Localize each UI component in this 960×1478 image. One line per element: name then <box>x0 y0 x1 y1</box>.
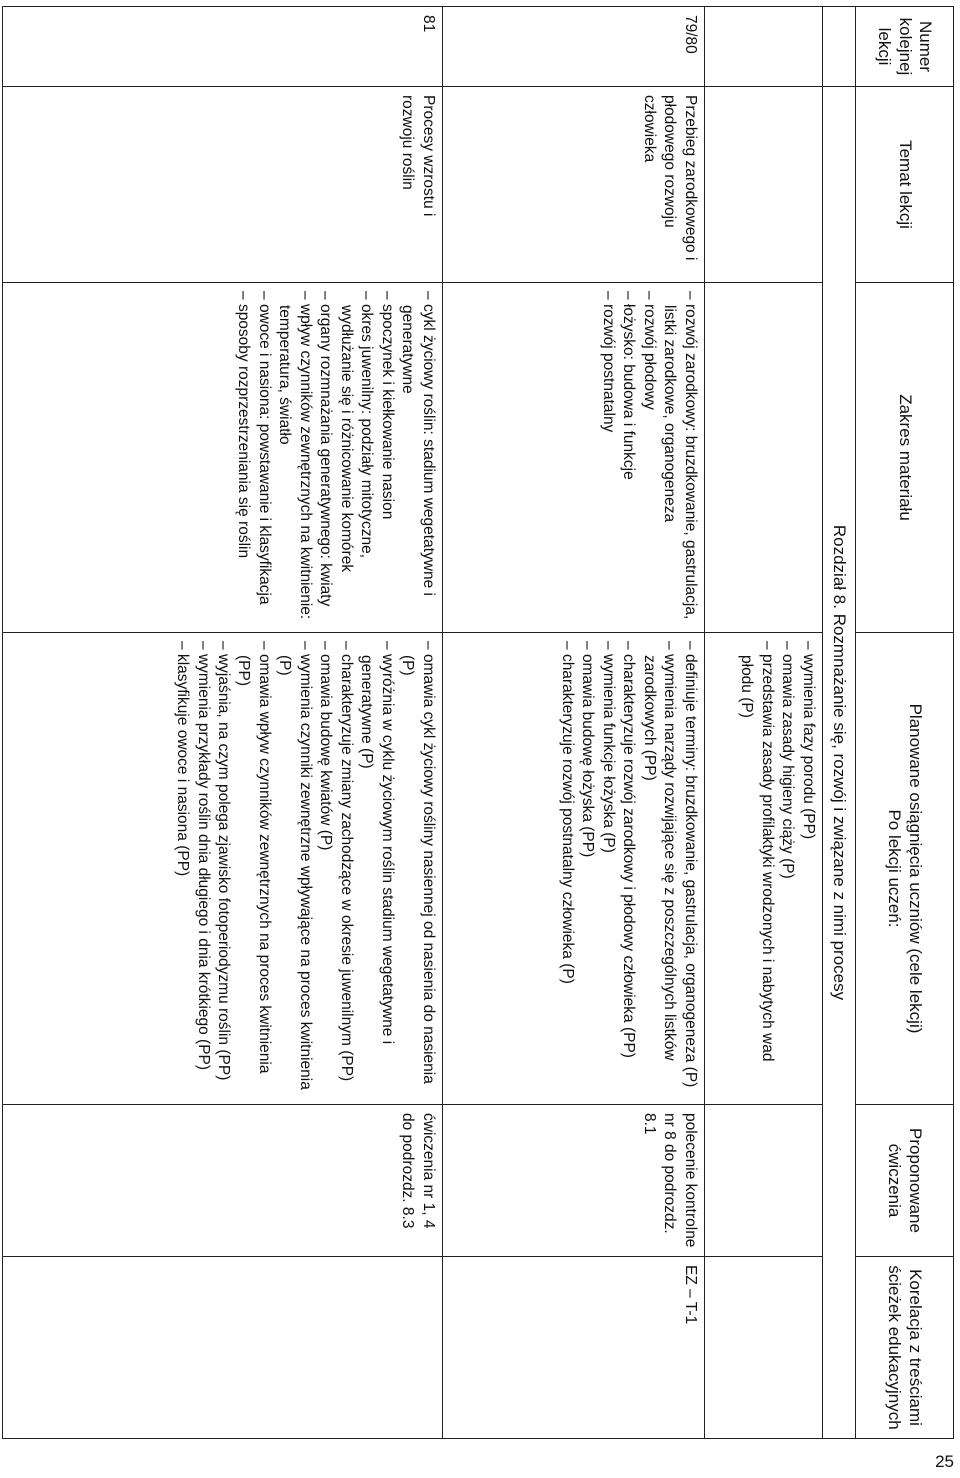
correlation-cell: EZ – T-1 <box>442 1257 704 1439</box>
list-item: – sposoby rozprzestrzeniania się roślin <box>233 291 253 624</box>
page-number: 25 <box>935 1452 954 1471</box>
lesson-number: 81 <box>3 7 443 87</box>
list-item: – organy rozmnażania generatywnego: kwiaty <box>315 291 335 624</box>
list-item: – wyjaśnia, na czym polega zjawisko fotoperiodyzmu roślin (PP) <box>213 641 233 1096</box>
outcomes-cell <box>704 633 822 1105</box>
header-exercises: Proponowane ćwiczenia <box>856 1105 954 1257</box>
list-item: – cykl życiowy roślin: stadium wegetatywne i generatywne <box>397 291 438 624</box>
correlation-cell <box>3 1257 443 1439</box>
header-outcomes <box>856 633 954 1105</box>
list-item: – charakteryzuje rozwój postnatalny człowieka (P) <box>556 641 576 1096</box>
list-item: – charakteryzuje rozwój zarodkowy i płodowy człowieka (PP) <box>618 641 638 1096</box>
table-row <box>442 7 704 1439</box>
list-item: – definiuje terminy: bruzdkowanie, gastrulacja, organogeneza (P) <box>679 641 699 1096</box>
empty-cell <box>704 283 822 633</box>
list-item: – wymienia fazy porodu (PP) <box>797 641 817 1096</box>
lesson-plan-table <box>2 6 954 1439</box>
header-topic: Temat lekcji <box>856 87 954 283</box>
lesson-number: 79/80 <box>442 7 704 87</box>
list-item: – omawia budowę kwiatów (P) <box>315 641 335 1096</box>
scope-list <box>233 291 438 624</box>
empty-cell <box>704 87 822 283</box>
outcomes-list <box>172 641 438 1096</box>
empty-cell <box>822 7 855 87</box>
list-item: – omawia cykl życiowy rośliny nasiennej od nasienia do nasienia (P) <box>397 641 438 1096</box>
list-item: – wpływ czynników zewnętrznych na kwitnienie: temperatura, światło <box>274 291 315 624</box>
lesson-topic: Procesy wzrostu i rozwoju roślin <box>3 87 443 283</box>
list-item: – rozwój płodowy <box>638 291 658 624</box>
list-item: – wymienia przykłady roślin dnia długiego i dnia krótkiego (PP) <box>192 641 212 1096</box>
list-item: – wymienia czynniki zewnętrzne wpływające na proces kwitnienia (P) <box>274 641 315 1096</box>
lesson-topic: Przebieg zarodkowego i płodowego rozwoju człowieka <box>442 87 704 283</box>
list-item: – łożysko: budowa i funkcje <box>618 291 638 624</box>
header-scope: Zakres materiału <box>856 283 954 633</box>
list-item: – spoczynek i kiełkowanie nasion <box>376 291 396 624</box>
empty-cell <box>704 1257 822 1439</box>
list-item: – wymienia narządy rozwijające się z poszczególnych listków zarodkowych (PP) <box>638 641 679 1096</box>
scope-list <box>597 291 699 624</box>
list-item: – omawia budowę łożyska (PP) <box>577 641 597 1096</box>
exercises-cell: polecenie kontrolne nr 8 do podrozdz. 8.1 <box>442 1105 704 1257</box>
empty-cell <box>704 7 822 87</box>
outcomes-cell <box>3 633 443 1105</box>
outcomes-list <box>736 641 818 1096</box>
outcomes-list <box>556 641 699 1096</box>
list-item: – omawia wpływ czynników zewnętrznych na proces kwitnienia (PP) <box>233 641 274 1096</box>
chapter-row <box>822 7 855 1439</box>
header-outcomes-line2: Po lekcji uczeń: <box>885 809 905 928</box>
list-item: – charakteryzuje zmiany zachodzące w okresie juwenilnym (PP) <box>335 641 355 1096</box>
list-item: – przedstawia zasady profilaktyki wrodzonych i nabytych wad płodu (P) <box>736 641 777 1096</box>
list-item: – klasyfikuje owoce i nasiona (PP) <box>172 641 192 1096</box>
empty-cell <box>704 1105 822 1257</box>
list-item: – owoce i nasiona: powstawanie i klasyfikacja <box>253 291 273 624</box>
list-item: – rozwój postnatalny <box>597 291 617 624</box>
header-row <box>856 7 954 1439</box>
exercises-cell: ćwiczenia nr 1, 4 do podrozdz. 8.3 <box>3 1105 443 1257</box>
chapter-title: Rozdział 8. Rozmnażanie się, rozwój i związane z nimi procesy <box>822 87 855 1439</box>
list-item: – okres juwenilny: podziały mitotyczne, wydłużanie się i różnicowanie komórek <box>335 291 376 624</box>
scope-cell <box>3 283 443 633</box>
outcomes-cell <box>442 633 704 1105</box>
continuation-row <box>704 7 822 1439</box>
list-item: – omawia zasady higieny ciąży (P) <box>777 641 797 1096</box>
scope-cell <box>442 283 704 633</box>
list-item: – wymienia funkcje łożyska (P) <box>597 641 617 1096</box>
table-row <box>3 7 443 1439</box>
header-number: Numer kolejnej lekcji <box>856 7 954 87</box>
list-item: – rozwój zarodkowy: bruzdkowanie, gastrulacja, listki zarodkowe, organogeneza <box>659 291 700 624</box>
header-correlation: Korelacja z treściami ścieżek edukacyjnych <box>856 1257 954 1439</box>
header-outcomes-line1: Planowane osiągnięcia uczniów (cele lekcji) <box>905 703 925 1034</box>
list-item: – wyróżnia w cyklu życiowym roślin stadium wegetatywne i generatywne (P) <box>356 641 397 1096</box>
